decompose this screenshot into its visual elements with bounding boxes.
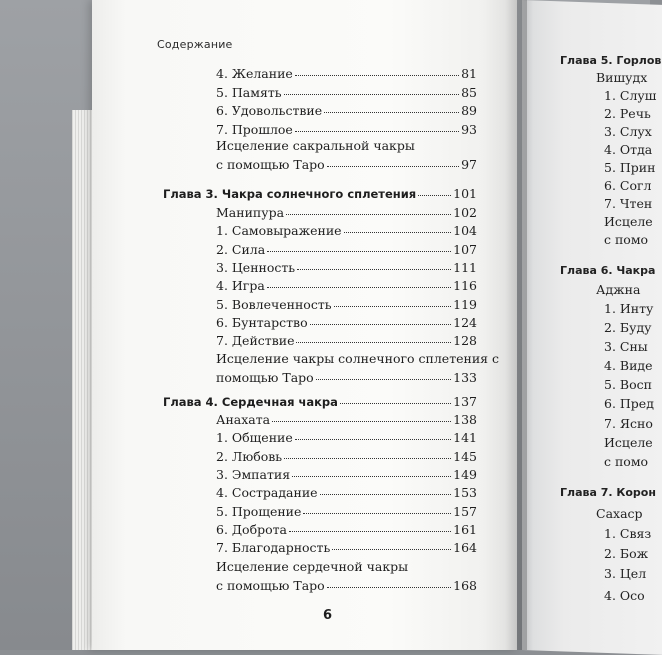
toc-entry-cropped: 2. Бож bbox=[604, 546, 649, 561]
toc-entry-cropped: 1. Связ bbox=[604, 526, 652, 541]
toc-entry-label: 4. Игра bbox=[216, 278, 265, 293]
toc-page-number: 124 bbox=[453, 315, 477, 330]
toc-entry-cropped: с помо bbox=[604, 454, 649, 469]
toc-entry-label: 6. Доброта bbox=[216, 522, 288, 537]
toc-entry-label: 4. Сострадание bbox=[216, 485, 318, 500]
toc-entry-cropped: 4. Виде bbox=[604, 358, 653, 373]
toc-entry-label: 6. Бунтарство bbox=[216, 315, 308, 330]
toc-entry-label: 3. Ценность bbox=[216, 260, 296, 275]
toc-page-number: 138 bbox=[453, 412, 477, 427]
toc-entry-cropped: 1. Инту bbox=[604, 301, 654, 316]
toc-page-number: 128 bbox=[453, 333, 477, 348]
toc-entry-cropped: Аджна bbox=[596, 282, 641, 297]
toc-entry-cropped: 6. Пред bbox=[604, 396, 654, 411]
toc-entry-label: Глава 3. Чакра солнечного сплетения bbox=[163, 187, 417, 201]
toc-page-number: 157 bbox=[453, 504, 477, 519]
toc-entry-cropped: 4. Отда bbox=[604, 142, 653, 157]
toc-entry-label: 5. Прощение bbox=[216, 504, 302, 519]
toc-entry-cropped: 3. Сны bbox=[604, 339, 648, 354]
toc-entry-text: Исцеление сакральной чакры bbox=[216, 138, 415, 153]
toc-entry-cropped: 3. Слух bbox=[604, 124, 652, 139]
toc-entry-label: 7. Прошлое bbox=[216, 122, 293, 137]
toc-entry-label: 1. Самовыражение bbox=[216, 223, 342, 238]
toc-entry-label: 4. Желание bbox=[216, 66, 293, 81]
toc-entry-label: 7. Благодарность bbox=[216, 540, 331, 555]
toc-entry-label: с помощью Таро bbox=[216, 157, 325, 172]
toc-page-number: 149 bbox=[453, 467, 477, 482]
toc-entry-label: Анахата bbox=[216, 412, 271, 427]
toc-entry-cropped: 7. Чтен bbox=[604, 196, 653, 211]
toc-entry-cropped: Вишудх bbox=[596, 70, 648, 85]
toc-page-number: 104 bbox=[453, 223, 477, 238]
toc-page-number: 101 bbox=[453, 186, 477, 201]
toc-page-number: 89 bbox=[461, 103, 477, 118]
toc-entry-label: помощью Таро bbox=[216, 370, 314, 385]
toc-page-number: 97 bbox=[461, 157, 477, 172]
toc-entry-label: 7. Действие bbox=[216, 333, 295, 348]
toc-page-number: 164 bbox=[453, 540, 477, 555]
toc-page-number: 141 bbox=[453, 430, 477, 445]
toc-entry-label: 5. Память bbox=[216, 85, 282, 100]
toc-chapter-entry-cropped: Глава 6. Чакра bbox=[560, 264, 656, 277]
toc-entry-cropped: 4. Осо bbox=[604, 588, 645, 603]
toc-page-number: 168 bbox=[453, 578, 477, 593]
toc-entry-label: 2. Любовь bbox=[216, 449, 283, 464]
toc-entry-cropped: Исцеле bbox=[604, 435, 653, 450]
toc-page-number: 133 bbox=[453, 370, 477, 385]
toc-page-number: 85 bbox=[461, 85, 477, 100]
toc-entry-label: 5. Вовлеченность bbox=[216, 297, 332, 312]
toc-page-number: 116 bbox=[453, 278, 477, 293]
toc-entry-label: Глава 4. Сердечная чакра bbox=[163, 395, 338, 409]
page-header: Содержание bbox=[157, 38, 233, 51]
toc-page-number: 93 bbox=[461, 122, 477, 137]
toc-page-number: 161 bbox=[453, 522, 477, 537]
toc-page-number: 145 bbox=[453, 449, 477, 464]
toc-entry-label: 1. Общение bbox=[216, 430, 293, 445]
toc-entry-text: Исцеление сердечной чакры bbox=[216, 559, 409, 574]
toc-page-number: 102 bbox=[453, 205, 477, 220]
toc-entry-label: 3. Эмпатия bbox=[216, 467, 291, 482]
toc-page-number: 119 bbox=[453, 297, 477, 312]
toc-chapter-entry-cropped: Глава 7. Корон bbox=[560, 486, 656, 499]
toc-chapter-entry-cropped: Глава 5. Горлов bbox=[560, 54, 662, 67]
toc-entry-label: 2. Сила bbox=[216, 242, 266, 257]
toc-entry-cropped: 5. Восп bbox=[604, 377, 652, 392]
toc-entry-cropped: 1. Слуш bbox=[604, 88, 657, 103]
toc-page-number: 153 bbox=[453, 485, 477, 500]
toc-entry-label: с помощью Таро bbox=[216, 578, 325, 593]
toc-entry-label: Манипура bbox=[216, 205, 285, 220]
toc-page-number: 107 bbox=[453, 242, 477, 257]
toc-entry-cropped: 3. Цел bbox=[604, 566, 647, 581]
toc-entry-label: 6. Удовольствие bbox=[216, 103, 323, 118]
toc-page-number: 111 bbox=[453, 260, 477, 275]
toc-entry-cropped: с помо bbox=[604, 232, 649, 247]
toc-page-number: 81 bbox=[461, 66, 477, 81]
toc-entry-cropped: 2. Буду bbox=[604, 320, 652, 335]
toc-entry-cropped: 2. Речь bbox=[604, 106, 651, 121]
toc-entry-cropped: 7. Ясно bbox=[604, 416, 653, 431]
page-number: 6 bbox=[323, 608, 333, 623]
toc-entry-cropped: Сахаср bbox=[596, 506, 643, 521]
toc-entry-cropped: 6. Согл bbox=[604, 178, 652, 193]
toc-entry-text: Исцеление чакры солнечного сплетения с bbox=[216, 351, 500, 366]
toc-entry-cropped: 5. Прин bbox=[604, 160, 656, 175]
toc-entry-cropped: Исцеле bbox=[604, 214, 653, 229]
toc-page-number: 137 bbox=[453, 394, 477, 409]
